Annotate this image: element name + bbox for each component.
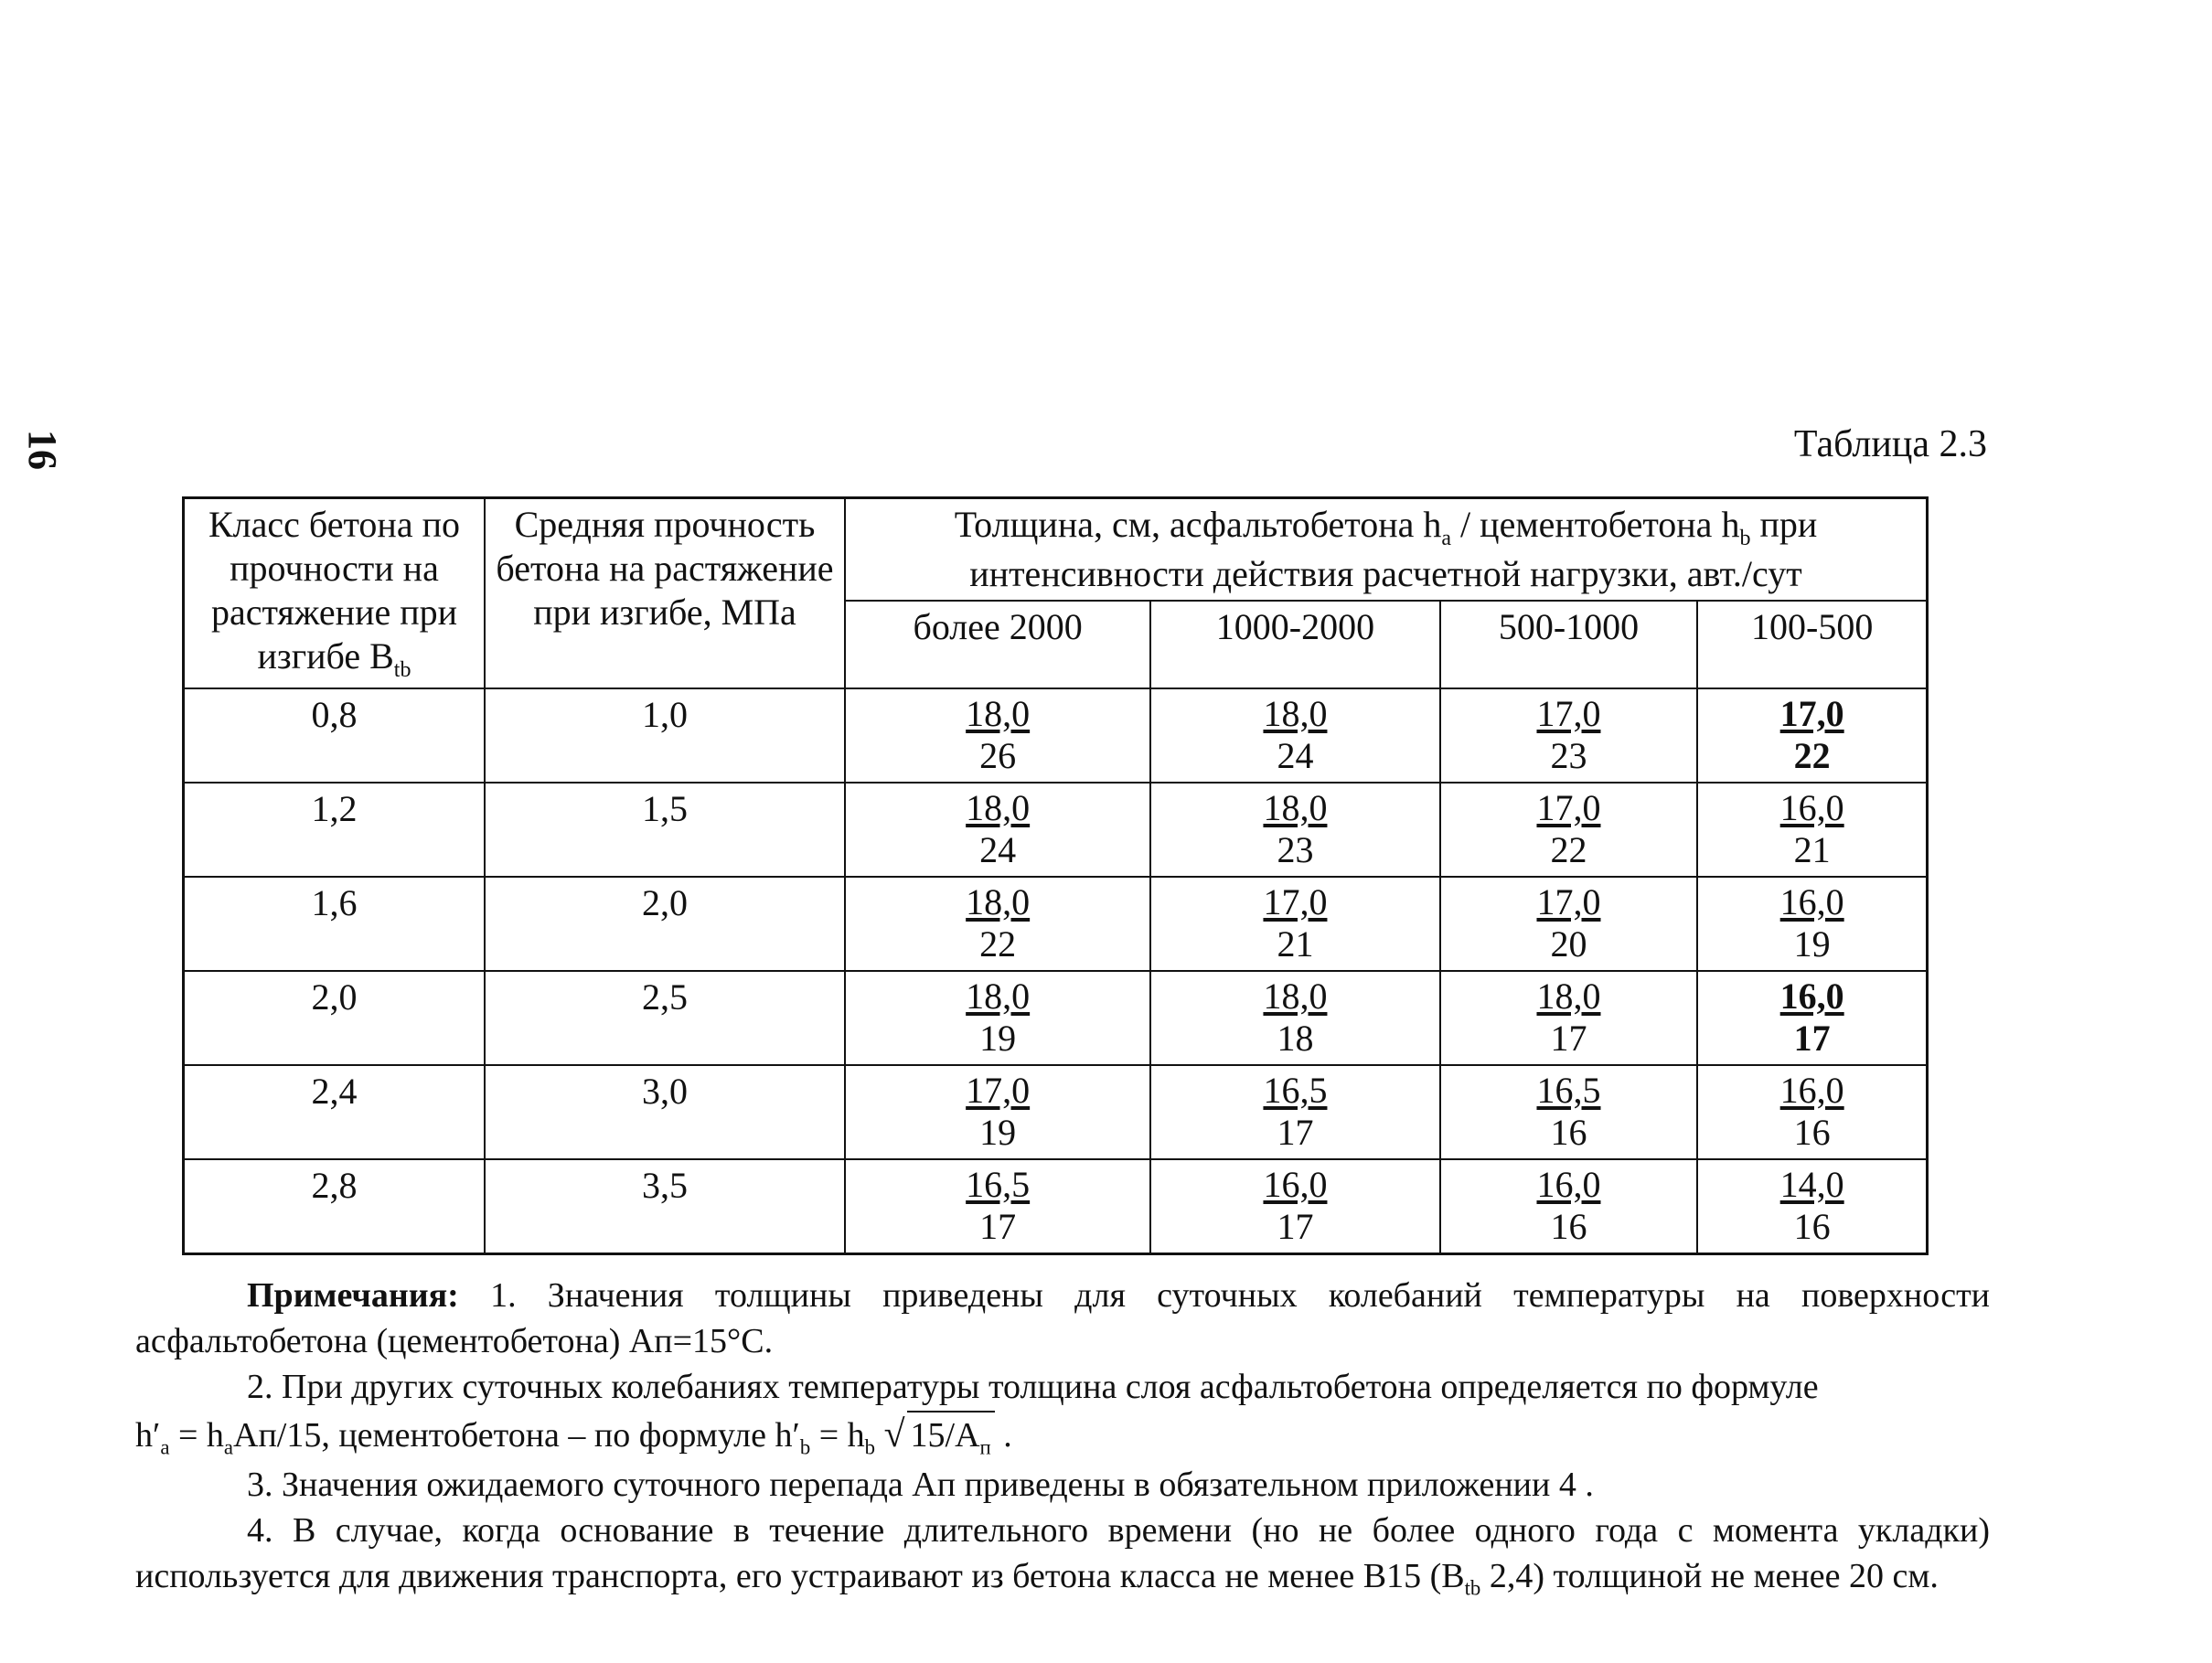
cell-thickness: [845, 971, 1150, 1065]
cement-thickness: 16: [1793, 1205, 1831, 1247]
cell-thickness: [1440, 877, 1698, 971]
cell-thickness: [845, 1159, 1150, 1254]
cement-thickness: 19: [979, 1017, 1017, 1059]
cement-thickness: 17: [1277, 1111, 1314, 1153]
cell-thickness: [1697, 688, 1927, 783]
cell-class: 2,8: [184, 1159, 486, 1254]
cement-thickness: 22: [1550, 828, 1587, 870]
asphalt-thickness: 18,0: [1263, 975, 1328, 1017]
cement-thickness: 16: [1550, 1111, 1587, 1153]
cell-thickness: [1150, 688, 1439, 783]
asphalt-thickness: 16,0: [1779, 975, 1844, 1017]
asphalt-thickness: 16,0: [1263, 1163, 1328, 1205]
cement-thickness: 19: [1793, 922, 1831, 965]
asphalt-thickness: 18,0: [966, 880, 1031, 922]
asphalt-thickness: 17,0: [1536, 692, 1601, 734]
cement-thickness: 24: [979, 828, 1017, 870]
cell-strength: 1,5: [485, 783, 845, 877]
cell-strength: 2,0: [485, 877, 845, 971]
note-3: 3. Значения ожидаемого суточного перепада Ап приведены в обязательном приложении 4 .: [247, 1466, 1594, 1505]
cell-thickness: [1697, 1159, 1927, 1254]
asphalt-thickness: 18,0: [1263, 692, 1328, 734]
table-caption: Таблица 2.3: [1793, 423, 1987, 465]
asphalt-thickness: 16,0: [1536, 1163, 1601, 1205]
asphalt-thickness: 18,0: [966, 786, 1031, 828]
asphalt-thickness: 18,0: [1263, 786, 1328, 828]
asphalt-thickness: 16,5: [966, 1163, 1031, 1205]
asphalt-thickness: 16,0: [1779, 786, 1844, 828]
asphalt-thickness: 16,5: [1536, 1069, 1601, 1111]
cell-thickness: [845, 688, 1150, 783]
cement-thickness: 23: [1277, 828, 1314, 870]
cell-thickness: [1150, 783, 1439, 877]
cell-class: 2,4: [184, 1065, 486, 1159]
table-row: [184, 971, 1928, 1065]
table-row: [184, 1065, 1928, 1159]
asphalt-thickness: 16,0: [1779, 880, 1844, 922]
table-row: [184, 688, 1928, 783]
cement-thickness: 21: [1793, 828, 1831, 870]
cell-thickness: [1150, 877, 1439, 971]
cell-strength: 3,5: [485, 1159, 845, 1254]
header-intensity: 500-1000: [1440, 601, 1698, 688]
asphalt-thickness: 18,0: [966, 692, 1031, 734]
asphalt-thickness: 16,5: [1263, 1069, 1328, 1111]
asphalt-thickness: 16,0: [1779, 1069, 1844, 1111]
cement-thickness: 22: [979, 922, 1017, 965]
cement-thickness: 17: [1277, 1205, 1314, 1247]
table-row: [184, 1159, 1928, 1254]
asphalt-thickness: 18,0: [966, 975, 1031, 1017]
header-strength: Средняя прочность бетона на растяжение при изгибе, МПа: [485, 498, 845, 688]
cell-strength: 3,0: [485, 1065, 845, 1159]
sqrt-expression: $15/A_п$: [907, 1411, 995, 1462]
cement-thickness: 16: [1550, 1205, 1587, 1247]
table-row: [184, 877, 1928, 971]
cell-thickness: [1697, 783, 1927, 877]
cell-class: 2,0: [184, 971, 486, 1065]
cement-thickness: 21: [1277, 922, 1314, 965]
cement-thickness: 22: [1793, 734, 1831, 776]
cell-thickness: [1150, 1065, 1439, 1159]
header-intensity: 100-500: [1697, 601, 1927, 688]
cell-class: 1,6: [184, 877, 486, 971]
cement-thickness: 17: [1793, 1017, 1831, 1059]
cell-thickness: [1697, 971, 1927, 1065]
asphalt-thickness: 17,0: [1779, 692, 1844, 734]
cement-thickness: 17: [979, 1205, 1017, 1247]
cement-thickness: 17: [1550, 1017, 1587, 1059]
asphalt-thickness: 18,0: [1536, 975, 1601, 1017]
cell-thickness: [1440, 1159, 1698, 1254]
cell-thickness: [1440, 971, 1698, 1065]
note-2-formula: $h'_a = h_aАп/15$, цементобетона – по формуле $h'_b = h_b$ √ $15/A_п$ .: [135, 1410, 1990, 1462]
page-number: 16: [20, 430, 65, 470]
note-2: 2. При других суточных колебаниях температуры толщина слоя асфальтобетона определяется по формуле: [247, 1368, 1819, 1407]
cell-thickness: [1150, 1159, 1439, 1254]
table-header-row: [184, 498, 1928, 601]
cell-thickness: [1697, 877, 1927, 971]
cell-class: 0,8: [184, 688, 486, 783]
cell-thickness: [1440, 688, 1698, 783]
cell-thickness: [1697, 1065, 1927, 1159]
notes-heading: Примечания:: [247, 1276, 459, 1315]
cement-thickness: 23: [1550, 734, 1587, 776]
cell-thickness: [845, 783, 1150, 877]
cement-thickness: 18: [1277, 1017, 1314, 1059]
cell-thickness: [845, 1065, 1150, 1159]
cell-class: 1,2: [184, 783, 486, 877]
header-intensity: более 2000: [845, 601, 1150, 688]
header-intensity: 1000-2000: [1150, 601, 1439, 688]
table-row: [184, 783, 1928, 877]
asphalt-thickness: 17,0: [966, 1069, 1031, 1111]
cement-thickness: 16: [1793, 1111, 1831, 1153]
cell-thickness: [845, 877, 1150, 971]
asphalt-thickness: 17,0: [1536, 880, 1601, 922]
cell-thickness: [1440, 783, 1698, 877]
cement-thickness: 24: [1277, 734, 1314, 776]
note-1: Примечания: 1. Значения толщины приведены для суточных колебаний температуры на поверхности асфальтобетона (цементобетона) Ап=15°С.: [135, 1276, 1991, 1361]
cement-thickness: 20: [1550, 922, 1587, 965]
cell-strength: 2,5: [485, 971, 845, 1065]
cement-thickness: 26: [979, 734, 1017, 776]
asphalt-thickness: 14,0: [1779, 1163, 1844, 1205]
cell-thickness: [1150, 971, 1439, 1065]
asphalt-thickness: 17,0: [1536, 786, 1601, 828]
cement-thickness: 19: [979, 1111, 1017, 1153]
header-class: Класс бетона по прочности на растяжение при изгибе $B_{tb}$: [184, 498, 486, 688]
header-thickness-group: Толщина, см, асфальтобетона $h_a$ / цементобетона $h_b$ при интенсивности действия расчетной нагрузки, авт./сут: [845, 498, 1928, 601]
notes-section: [135, 1273, 1990, 1603]
thickness-table: [182, 496, 1929, 1255]
sqrt-icon: √: [883, 1413, 905, 1456]
cell-thickness: [1440, 1065, 1698, 1159]
asphalt-thickness: 17,0: [1263, 880, 1328, 922]
cell-strength: 1,0: [485, 688, 845, 783]
note-4: 4. В случае, когда основание в течение длительного времени (но не более одного года с момента укладки) используется для движения транспорта, его устраивают из бетона класса не менее B15 ($B_{tb}$ 2,4) толщиной не менее 20 см.: [135, 1511, 1990, 1601]
